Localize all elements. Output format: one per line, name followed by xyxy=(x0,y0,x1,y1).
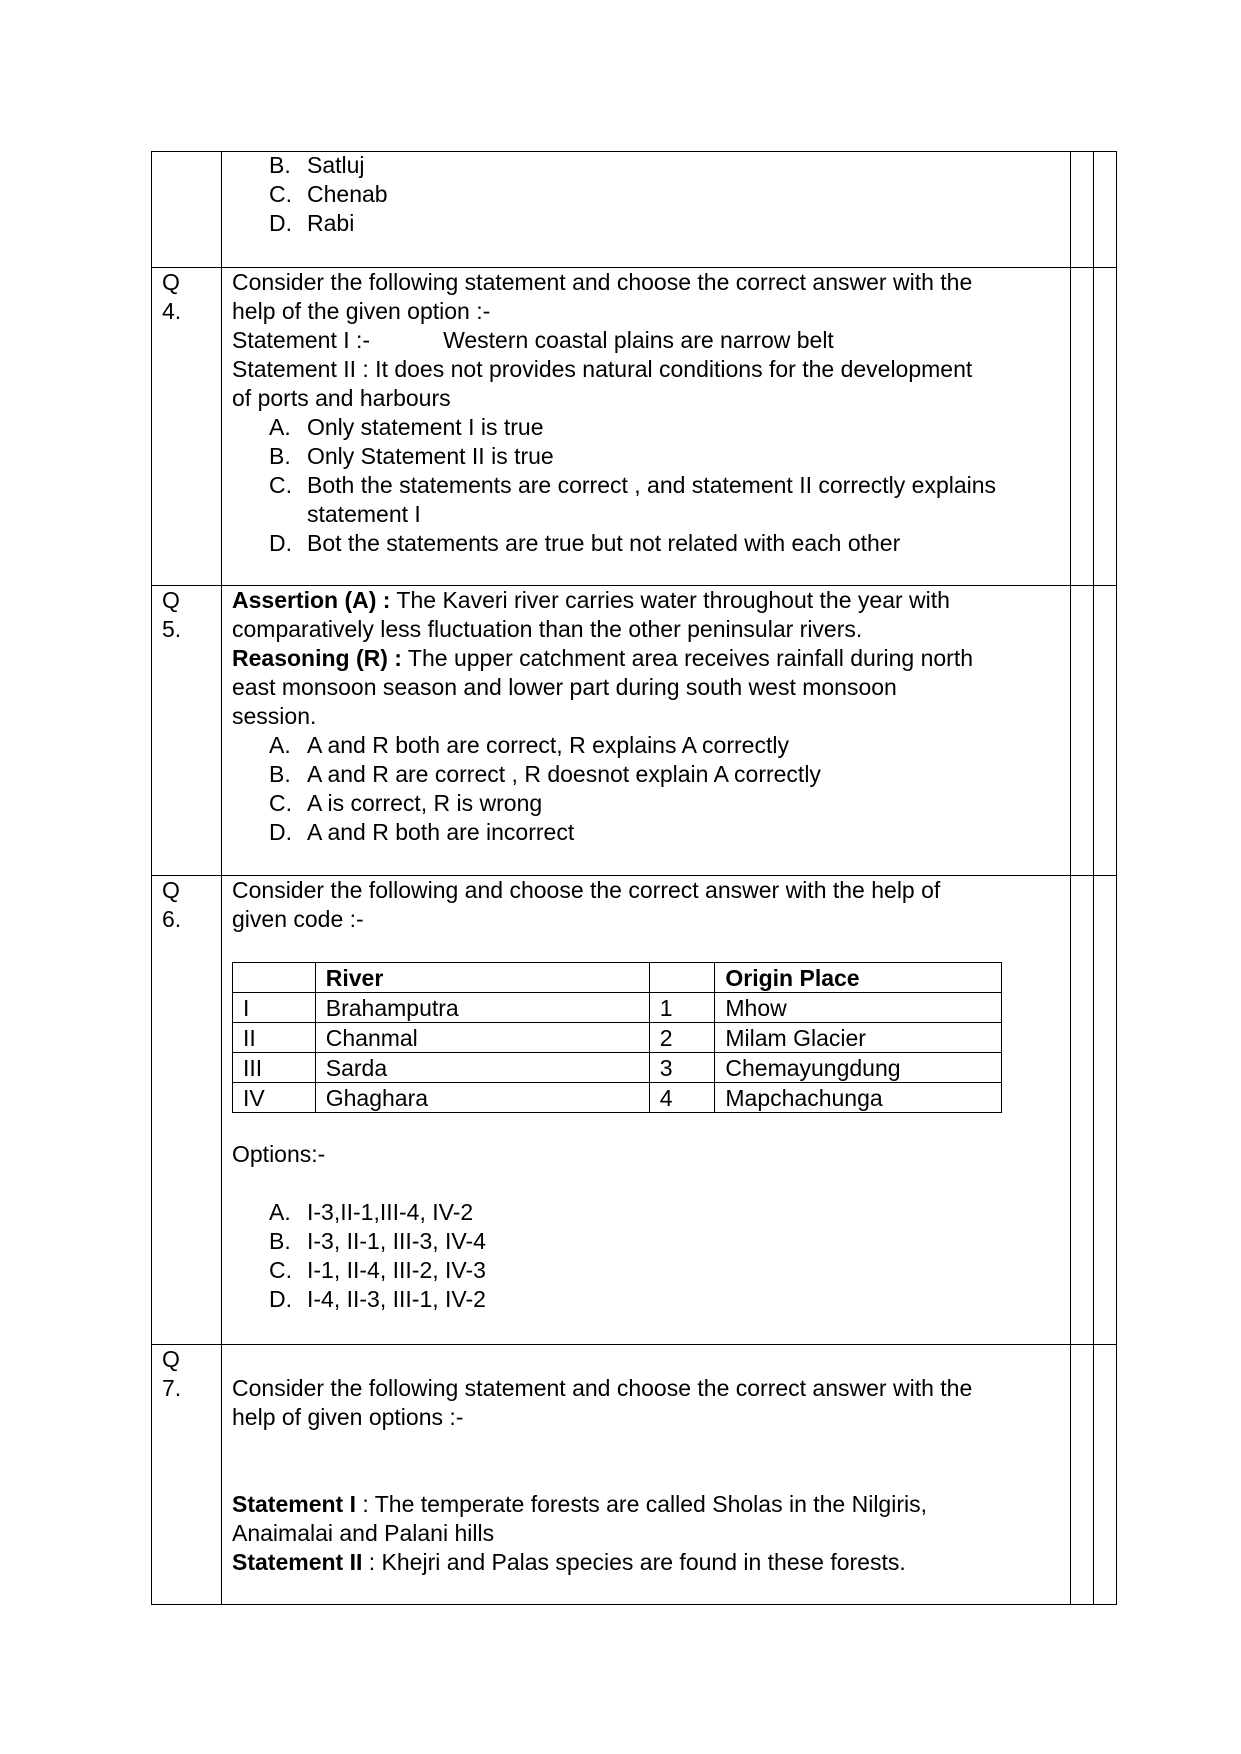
question-body-cell xyxy=(222,268,1071,586)
options-label: Options:- xyxy=(232,1141,326,1167)
question-number-q: Q xyxy=(162,1346,180,1372)
statement-2: Statement II : Khejri and Palas species are found in these forests. xyxy=(232,1549,906,1575)
option-c: C. A is correct, R is wrong xyxy=(269,790,543,816)
assertion: Assertion (A) : The Kaveri river carries water throughout the year with comparatively less fluctuation than the other peninsular rivers. xyxy=(232,587,950,642)
question-number-q: Q xyxy=(162,269,180,295)
answer-cell xyxy=(1094,152,1117,268)
question-row-5 xyxy=(152,586,1117,876)
question-row-7 xyxy=(152,1345,1117,1605)
header-river: River xyxy=(315,963,649,993)
marks-cell xyxy=(1071,152,1094,268)
option-d: D. I-4, II-3, III-1, IV-2 xyxy=(269,1286,486,1312)
statement-1: Statement I : The temperate forests are called Sholas in the Nilgiris, Anaimalai and Palani hills xyxy=(232,1491,927,1546)
option-d: D. A and R both are incorrect xyxy=(269,819,575,845)
reasoning: Reasoning (R) : The upper catchment area receives rainfall during north east monsoon season and lower part during south west monsoon session. xyxy=(232,645,974,729)
question-stem: Consider the following and choose the correct answer with the help of given code :- xyxy=(232,877,941,932)
statement-1: Statement I :- Western coastal plains are narrow belt xyxy=(232,327,834,353)
answer-cell xyxy=(1094,586,1117,876)
table-row: II Chanmal 2 Milam Glacier xyxy=(233,1023,1002,1053)
option-c: C. Chenab xyxy=(269,181,388,207)
option-c: C. I-1, II-4, III-2, IV-3 xyxy=(269,1257,486,1283)
question-stem: Consider the following statement and choose the correct answer with the help of given options :- xyxy=(232,1375,973,1430)
option-c: C. Both the statements are correct , and statement II correctly explains statement I xyxy=(269,472,997,527)
question-number-q: Q xyxy=(162,877,180,903)
question-number-cell xyxy=(152,876,222,1345)
option-b: B. Satluj xyxy=(269,152,365,178)
option-b: B. I-3, II-1, III-3, IV-4 xyxy=(269,1228,486,1254)
marks-cell xyxy=(1071,876,1094,1345)
question-number-cell xyxy=(152,268,222,586)
table-row: I Brahamputra 1 Mhow xyxy=(233,993,1002,1023)
question-number: 6. xyxy=(162,906,182,932)
options-list xyxy=(232,1198,1070,1314)
answer-cell xyxy=(1094,1345,1117,1605)
assertion-label: Assertion (A) : xyxy=(232,587,391,613)
answer-cell xyxy=(1094,876,1117,1345)
question-body-cell xyxy=(222,586,1071,876)
table-row: IV Ghaghara 4 Mapchachunga xyxy=(233,1083,1002,1113)
question-row-3 xyxy=(152,152,1117,268)
table-row: III Sarda 3 Chemayungdung xyxy=(233,1053,1002,1083)
option-d: D. Bot the statements are true but not related with each other xyxy=(269,530,901,556)
question-body-cell xyxy=(222,1345,1071,1605)
marks-cell xyxy=(1071,1345,1094,1605)
option-a: A. I-3,II-1,III-4, IV-2 xyxy=(269,1199,474,1225)
option-b: B. Only Statement II is true xyxy=(269,443,554,469)
question-number-cell xyxy=(152,1345,222,1605)
options-list xyxy=(232,413,1070,558)
options-list xyxy=(232,151,1070,238)
marks-cell xyxy=(1071,586,1094,876)
question-number-cell xyxy=(152,586,222,876)
question-number-cell xyxy=(152,152,222,268)
question-stem: Consider the following statement and choose the correct answer with the help of the given option :- xyxy=(232,269,973,324)
match-table xyxy=(232,962,1002,1113)
question-body-cell xyxy=(222,876,1071,1345)
question-number: 7. xyxy=(162,1375,182,1401)
option-a: A. Only statement I is true xyxy=(269,414,544,440)
question-number: 5. xyxy=(162,616,182,642)
option-a: A. A and R both are correct, R explains A correctly xyxy=(269,732,789,758)
statement-2: Statement II : It does not provides natural conditions for the development of ports and harbours xyxy=(232,356,973,411)
option-d: D. Rabi xyxy=(269,210,355,236)
option-b: B. A and R are correct , R doesnot explain A correctly xyxy=(269,761,821,787)
reasoning-label: Reasoning (R) : xyxy=(232,645,402,671)
header-origin-place: Origin Place xyxy=(715,963,1002,993)
question-row-4 xyxy=(152,268,1117,586)
statement-2-label: Statement II xyxy=(232,1549,363,1575)
question-row-6 xyxy=(152,876,1117,1345)
question-number-q: Q xyxy=(162,587,180,613)
question-body-cell xyxy=(222,152,1071,268)
question-number: 4. xyxy=(162,298,182,324)
marks-cell xyxy=(1071,268,1094,586)
statement-1-label: Statement I xyxy=(232,1491,356,1517)
options-list xyxy=(232,731,1070,847)
question-table xyxy=(151,151,1117,1605)
answer-cell xyxy=(1094,268,1117,586)
match-table-header xyxy=(233,963,1002,993)
